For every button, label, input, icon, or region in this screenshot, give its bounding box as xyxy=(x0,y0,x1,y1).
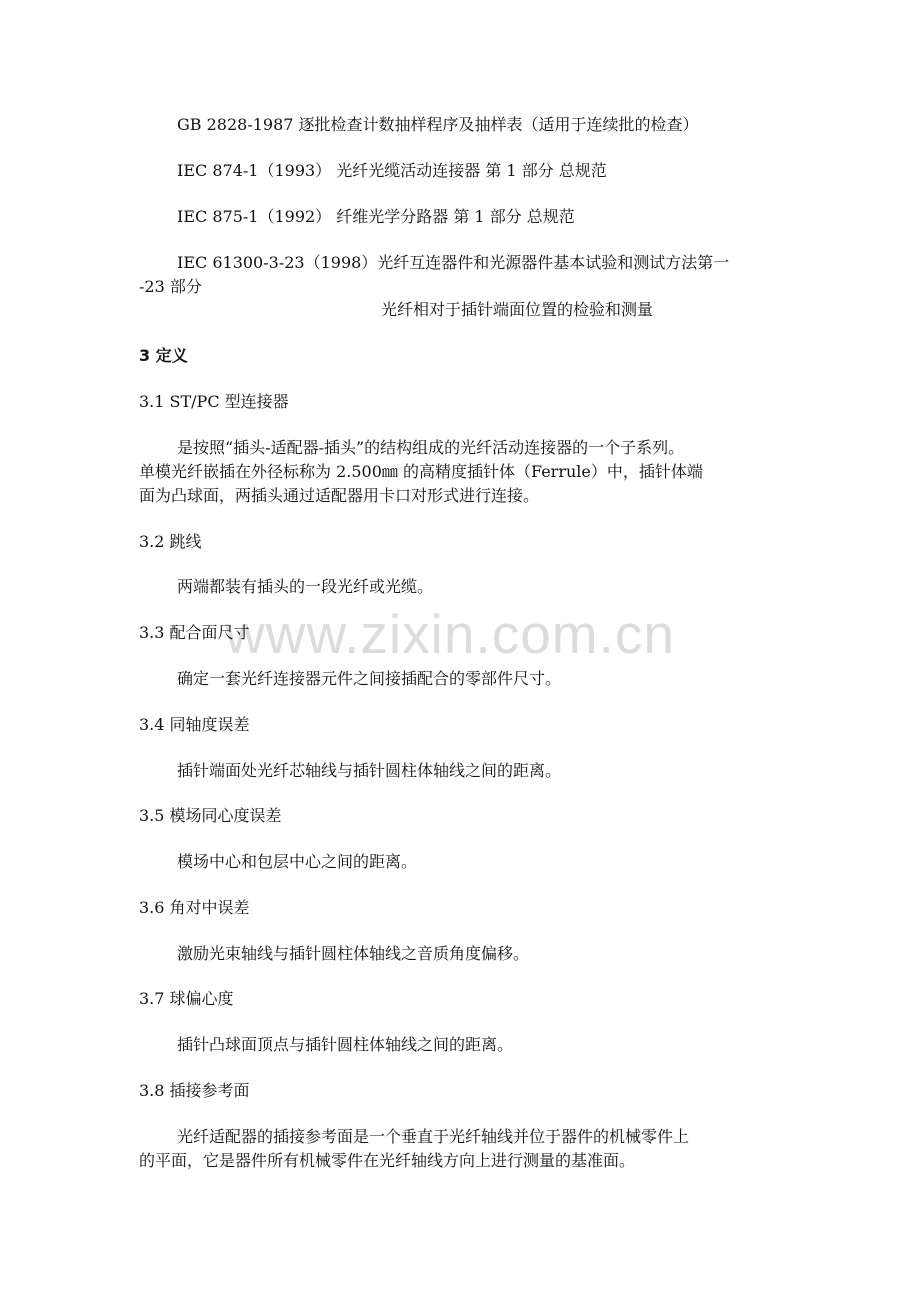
definition-heading: 3.3 配合面尺寸 xyxy=(139,623,250,642)
reference-iec61300: IEC 61300-3-23（1998）光纤互连器件和光源器件基本试验和测试方法第一 xyxy=(177,253,730,272)
definition-heading: 3.7 球偏心度 xyxy=(139,989,234,1008)
reference-iec875: IEC 875-1（1992） 纤维光学分路器 第 1 部分 总规范 xyxy=(177,207,575,226)
definition-heading: 3.6 角对中误差 xyxy=(139,898,250,917)
definition-text: 激励光束轴线与插针圆柱体轴线之音质角度偏移。 xyxy=(177,944,530,963)
reference-iec61300-subtitle: 光纤相对于插针端面位置的检验和测量 xyxy=(381,300,654,319)
reference-iec61300-cont: -23 部分 xyxy=(139,277,202,296)
section-title: 3 定义 xyxy=(139,346,188,365)
reference-iec874: IEC 874-1（1993） 光纤光缆活动连接器 第 1 部分 总规范 xyxy=(177,161,607,180)
definition-heading: 3.4 同轴度误差 xyxy=(139,715,250,734)
definition-heading: 3.8 插接参考面 xyxy=(139,1081,250,1100)
definition-text: 单模光纤嵌插在外径标称为 2.500㎜ 的高精度插针体（Ferrule）中，插针体端 xyxy=(139,462,703,481)
watermark: www.zixin.com.cn xyxy=(225,603,675,665)
definition-text: 是按照“插头-适配器-插头”的结构组成的光纤活动连接器的一个子系列。 xyxy=(177,438,685,457)
definition-text: 两端都装有插头的一段光纤或光缆。 xyxy=(177,577,434,596)
reference-gb2828: GB 2828-1987 逐批检查计数抽样程序及抽样表（适用于连续批的检查） xyxy=(177,115,699,134)
definition-heading: 3.5 模场同心度误差 xyxy=(139,806,282,825)
definition-heading: 3.2 跳线 xyxy=(139,532,202,551)
definition-text: 插针凸球面顶点与插针圆柱体轴线之间的距离。 xyxy=(177,1035,514,1054)
definition-heading: 3.1 ST/PC 型连接器 xyxy=(139,392,289,411)
definition-text: 面为凸球面，两插头通过适配器用卡口对形式进行连接。 xyxy=(139,486,540,505)
definition-text: 确定一套光纤连接器元件之间接插配合的零部件尺寸。 xyxy=(177,669,562,688)
definition-text: 模场中心和包层中心之间的距离。 xyxy=(177,852,418,871)
definition-text: 插针端面处光纤芯轴线与插针圆柱体轴线之间的距离。 xyxy=(177,761,562,780)
definition-text: 的平面，它是器件所有机械零件在光纤轴线方向上进行测量的基准面。 xyxy=(139,1151,636,1170)
definition-text: 光纤适配器的插接参考面是一个垂直于光纤轴线并位于器件的机械零件上 xyxy=(177,1127,690,1146)
